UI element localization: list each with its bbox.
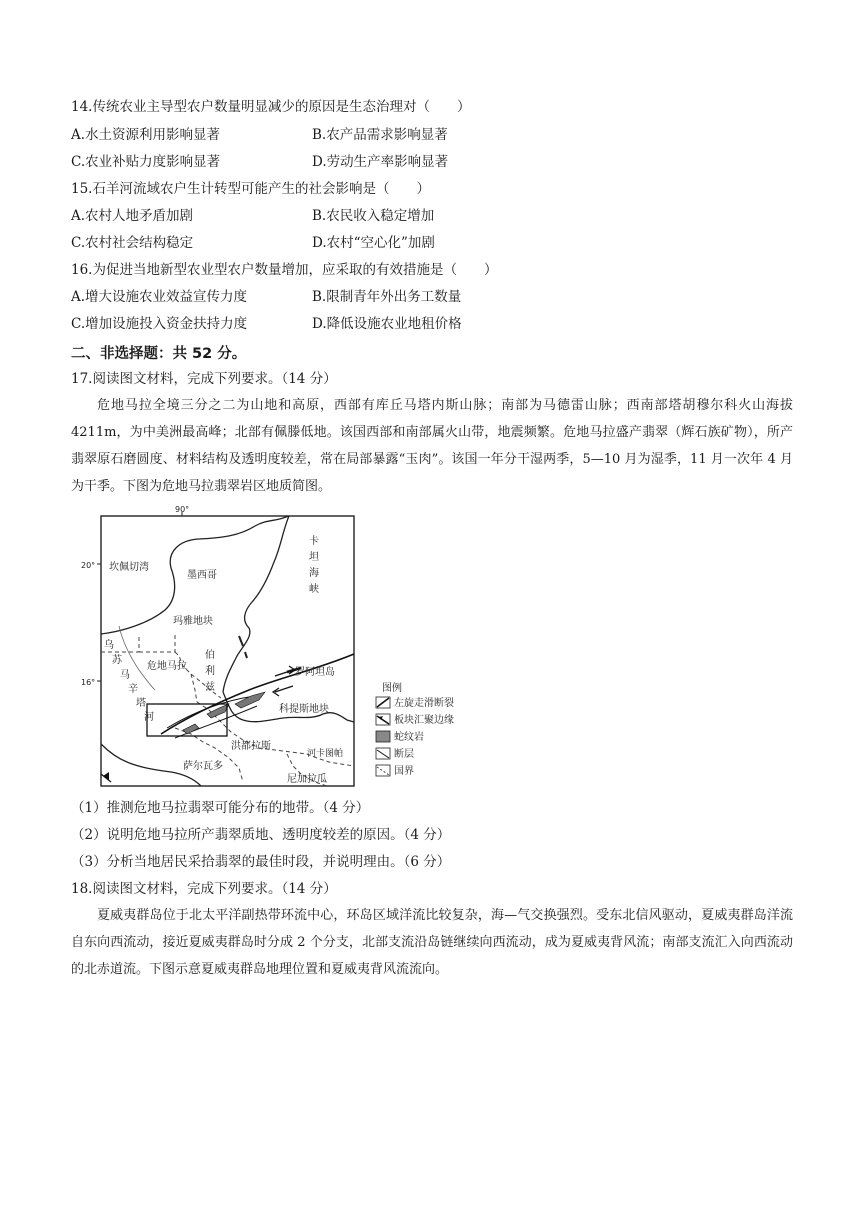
usuma-char-5: 塔	[136, 698, 146, 709]
legend-item-convergent-margin	[376, 713, 454, 726]
yucatan-char-2: 坦	[309, 552, 319, 563]
label-maya-block: 玛雅地块	[173, 616, 213, 627]
q17-sub-1: （1）推测危地马拉翡翠可能分布的地带。（4 分）	[71, 800, 370, 816]
legend-title: 图例	[382, 683, 402, 694]
q14-option-b: B.农产品需求影响显著	[312, 127, 448, 143]
usuma-char-6: 河	[144, 712, 154, 723]
belize-char-3: 兹	[205, 682, 215, 693]
usuma-char-1: 乌	[104, 640, 114, 651]
q15-option-a: A.农村人地矛盾加剧	[71, 208, 194, 224]
yucatan-char-1: 卡	[309, 536, 319, 547]
question-14-stem: 14.传统农业主导型农户数量明显减少的原因是生态治理对（ ）	[71, 99, 471, 115]
question-16-stem: 16.为促进当地新型农业型农户数量增加，应采取的有效措施是（ ）	[71, 262, 498, 278]
label-coco-river: 河卡图帕	[307, 749, 344, 759]
legend-border-label: 国界	[394, 766, 414, 777]
question-18-stem: 18.阅读图文材料，完成下列要求。（14 分）	[71, 881, 337, 897]
label-chortis-block: 科提斯地块	[279, 704, 329, 715]
label-guatemala: 危地马拉	[147, 661, 187, 672]
label-salvador: 萨尔瓦多	[183, 761, 223, 772]
q17-sub-3: （3）分析当地居民采拾翡翠的最佳时段，并说明理由。（6 分）	[71, 854, 451, 870]
map-svg	[79, 506, 499, 796]
legend-serpentinite-label: 蛇纹岩	[394, 732, 424, 743]
label-roatan: 罗阿坦岛	[295, 667, 335, 678]
section-heading: 二、非选择题：共 52 分。	[71, 346, 247, 362]
label-honduras: 洪都拉斯	[231, 741, 271, 752]
legend-item-strike-slip	[376, 696, 454, 709]
question-17-stem: 17.阅读图文材料，完成下列要求。（14 分）	[71, 371, 337, 387]
legend-fault-label: 断层	[394, 749, 414, 760]
lon-90-label: 90°	[175, 506, 190, 514]
question-18-material: 夏威夷群岛位于北太平洋副热带环流中心，环岛区域洋流比较复杂，海—气交换强烈。受东北信风驱动，夏威夷群岛洋流自东向西流动，接近夏威夷群岛时分成 2 个分支，北部支流沿岛链继续向西流动，成为夏威夷背风流；南部支流汇入向西流动的北赤道流。下图示意夏威夷群岛地理位置和夏威夷背风流流向。	[71, 908, 793, 977]
question-17-material: 危地马拉全境三分之二为山地和高原，西部有库丘马塔内斯山脉；南部为马德雷山脉；西南部塔胡穆尔科火山海拔 4211m，为中美洲最高峰；北部有佩滕低地。该国西部和南部属火山带，地震频繁。危地马拉盛产翡翠（辉石族矿物），所产翡翠原石磨圆度、材料结构及透明度较差，常在局部暴露“玉肉”。该国一年分干湿两季，5—10 月为湿季，11 月一次年 4 月为干季。下图为危地马拉翡翠岩区地质简图。	[71, 398, 793, 494]
legend-item-border	[376, 765, 414, 777]
belize-char-2: 利	[205, 666, 215, 677]
q14-option-a: A.水土资源利用影响显著	[71, 127, 221, 143]
usuma-char-4: 辛	[128, 684, 138, 695]
q16-option-b: B.限制青年外出务工数量	[312, 289, 462, 305]
usuma-char-2: 苏	[112, 655, 122, 666]
legend-item-serpentinite	[376, 730, 424, 743]
legend-strike-slip-label: 左旋走滑断裂	[394, 698, 454, 709]
q16-option-d: D.降低设施农业地租价格	[312, 316, 462, 332]
q17-sub-2: （2）说明危地马拉所产翡翠质地、透明度较差的原因。（4 分）	[71, 827, 451, 843]
legend-item-fault	[376, 747, 414, 760]
q15-option-d: D.农村“空心化”加剧	[312, 235, 435, 251]
yucatan-char-3: 海	[309, 568, 319, 579]
belize-char-1: 伯	[205, 650, 215, 661]
yucatan-char-4: 峡	[309, 584, 319, 595]
q14-option-d: D.劳动生产率影响显著	[312, 154, 449, 170]
usuma-char-3: 马	[120, 670, 130, 681]
lat-20-label: 20°	[81, 561, 96, 570]
q16-option-c: C.增加设施投入资金扶持力度	[71, 316, 248, 332]
question-15-stem: 15.石羊河流域农户生计转型可能产生的社会影响是（ ）	[71, 181, 430, 197]
label-mexico: 墨西哥	[187, 570, 217, 581]
guatemala-jade-geology-map	[79, 506, 499, 796]
q16-option-a: A.增大设施农业效益宣传力度	[71, 289, 248, 305]
label-campeche: 坎佩切湾	[109, 562, 149, 573]
q14-option-c: C.农业补贴力度影响显著	[71, 154, 221, 170]
legend-convergent-label: 板块汇聚边缘	[394, 715, 454, 726]
label-nicaragua: 尼加拉瓜	[287, 774, 327, 785]
q15-option-c: C.农村社会结构稳定	[71, 235, 194, 251]
q15-option-b: B.农民收入稳定增加	[312, 208, 435, 224]
lat-16-label: 16°	[81, 678, 96, 687]
